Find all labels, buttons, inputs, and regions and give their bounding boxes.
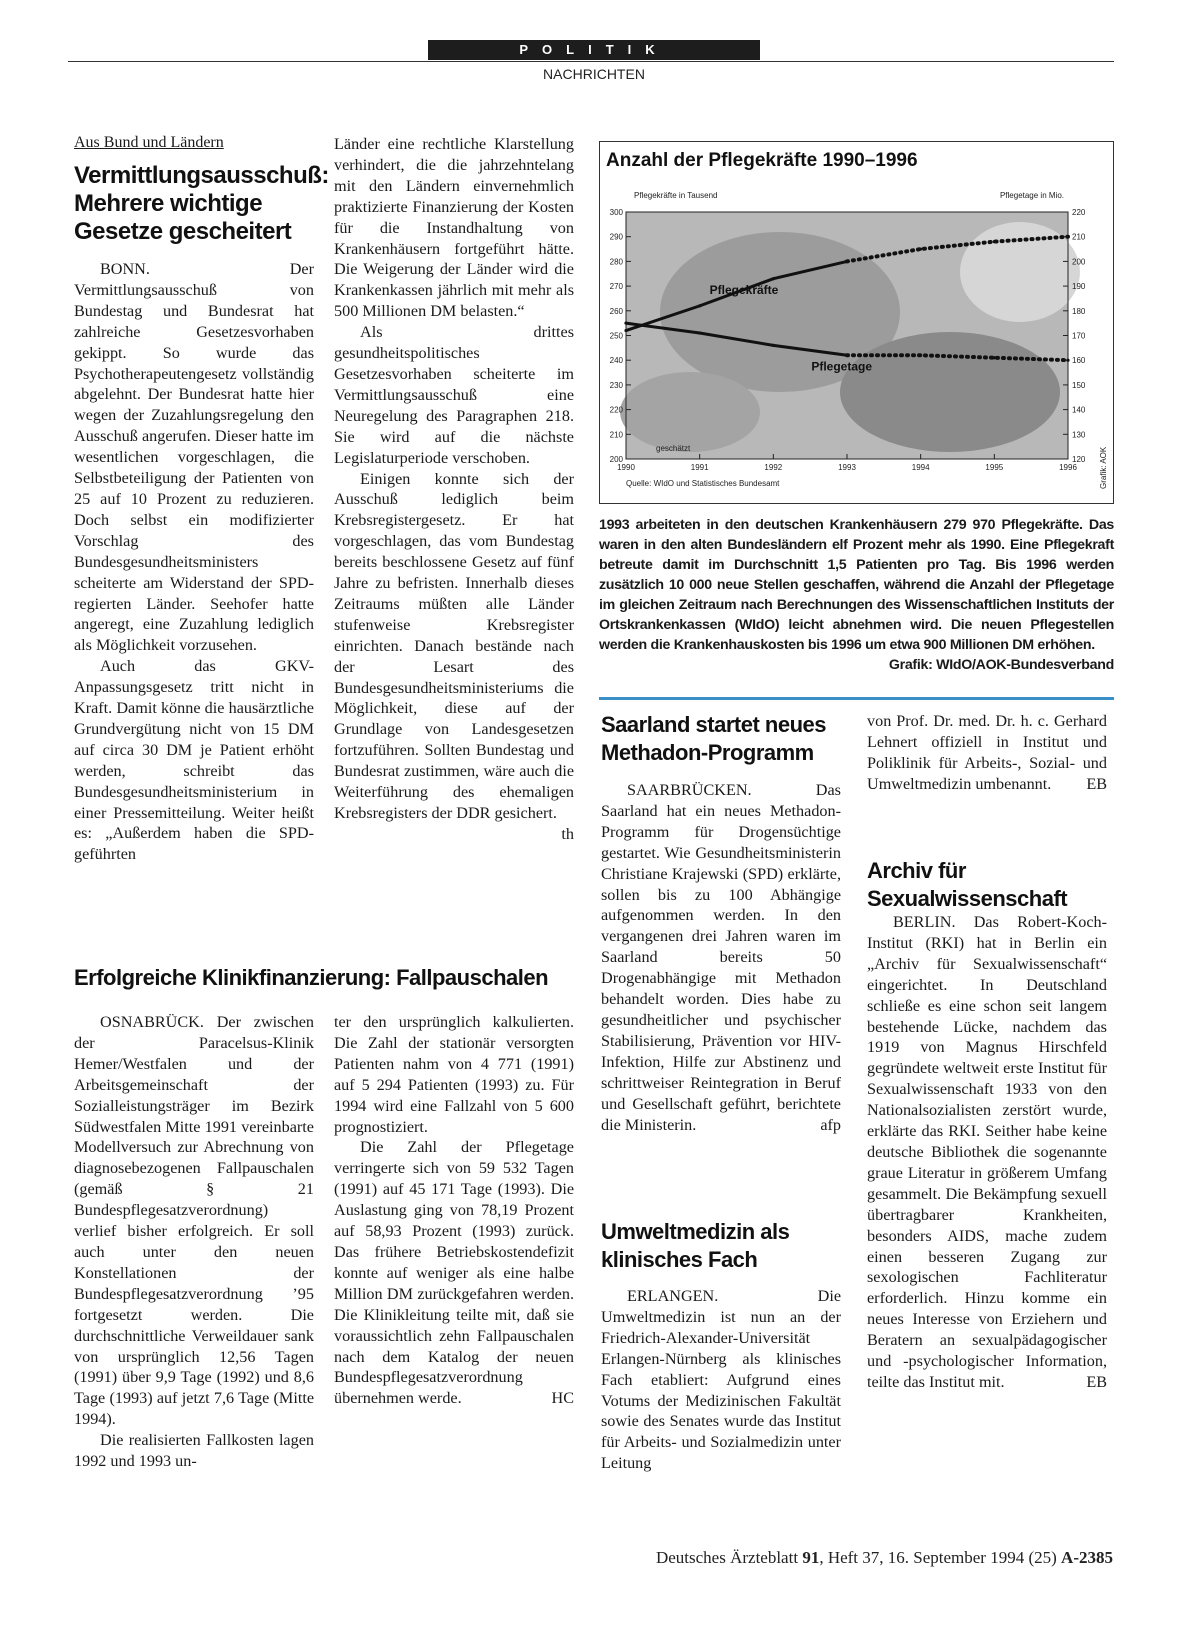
paragraph-text: SAARBRÜCKEN. Das Saarland hat ein neues Methadon-Programm für Drogensüchtige gestartet. Wie Gesundheitsministerin Christiane Krajewski (SPD) erklärte, sollen bis zu 100 Abhängige aufgenommen werden. In den vergangenen drei Jahren waren im Saarland bereits 50 Drogenabhängige mit Methadon behandelt worden. Dies habe zu gesundheitlicher und psychischer Stabilisierung, Prävention vor HIV-Infektion, Hilfe zur Abstinenz und schrittweiser Reintegration in Beruf und Gesellschaft geführt, berichtete die Ministerin. — [601, 781, 841, 1134]
caption-text: 1993 arbeiteten in den deutschen Krankenhäusern 279 970 Pflegekräfte. Das waren in den alten Bundesländern elf Prozent mehr als 1990. Eine Pflegekraft betreute damit im Durchschnitt 1,5 Patienten pro Tag. Bis 1996 werden zusätzlich 10 000 neue Stellen geschaffen, während die Anzahl der Pflegetage im gleichen Zeitraum nach Berechnungen des Wissenschaftlichen Instituts der Ortskrankenkassen (WIdO) leicht abnehmen wird. Die neuen Pflegestellen werden die Krankenhauskosten bis 1996 um etwa 900 Millionen DM erhöhen. — [599, 517, 1114, 653]
chart-source: Quelle: WIdO und Statistisches Bundesamt — [626, 479, 780, 488]
article4-headline: Umweltmedizin als klinisches Fach — [601, 1219, 790, 1272]
article2-column-2 — [334, 1012, 574, 1409]
page-footer — [656, 1548, 1113, 1568]
article4-column-1 — [601, 1286, 841, 1474]
paragraph — [601, 780, 841, 1135]
x-tick-label: 1993 — [838, 463, 856, 472]
left-tick-label: 270 — [609, 282, 623, 292]
chart-frame — [599, 141, 1114, 504]
x-tick-label: 1996 — [1059, 463, 1077, 472]
paragraph-text: BERLIN. Das Robert-Koch-Institut (RKI) hat in Berlin ein „Archiv für Sexualwissenschaft“ eingerichtet. In Deutschland schließe es eine schon seit langem bestehende Lücke, nachdem das 1919 von Magnus Hirschfeld gegründete weltweit erste Institut für Sexualwissenschaft 1933 von den Nationalsozialisten zerstört wurde, erklärte das RKI. Seither habe keine deutsche Bibliothek die sogenannte graue Literatur in größerem Umfang gesammelt. Die Bekämpfung sexuell übertragbarer Krankheiten, besonders AIDS, mache zudem einen besseren Zugang zur sexologischen Fachliteratur erforderlich. Hinzu komme ein neues Interesse von Erziehern und Beratern an sexualpädagogischer und -psychologischer Information, teilte das Institut mit. — [867, 913, 1107, 1391]
paragraph — [334, 469, 574, 843]
section-banner: POLITIK — [428, 40, 760, 60]
left-axis-label: Pflegekräfte in Tausend — [634, 191, 718, 200]
right-tick-label: 220 — [1072, 208, 1086, 217]
left-tick-label: 280 — [609, 257, 623, 267]
photo-shade — [840, 332, 1060, 452]
section-subtitle: NACHRICHTEN — [543, 66, 645, 82]
article2-column-1 — [74, 1012, 314, 1472]
series-label-pflegekraefte: Pflegekräfte — [709, 282, 779, 297]
right-tick-label: 190 — [1072, 282, 1086, 292]
paragraph: Die realisierten Fallkosten lagen 1992 und 1993 un- — [74, 1431, 314, 1471]
data-point-1 — [698, 331, 701, 334]
article1-column-1 — [74, 259, 314, 865]
section-divider — [599, 697, 1114, 700]
author-sign: EB — [1086, 774, 1107, 793]
journal-issue: , Heft 37, 16. September 1994 (25) — [819, 1548, 1057, 1567]
data-point-0 — [919, 247, 922, 250]
chart-caption — [599, 515, 1114, 675]
paragraph: Länder eine rechtliche Klarstellung verhindert, die die jahrzehntelang mit den Ländern einvernehmlich praktizierte Finanzierung der Kosten für die Instandhaltung von Krankenhäusern fortgeführt hätte. Die Weigerung der Länder wird die Krankenkassen jährlich mit mehr als 500 Millionen DM belasten.“ — [334, 135, 574, 321]
x-tick-label: 1995 — [985, 463, 1004, 472]
pflegekraefte-chart — [600, 142, 1115, 505]
page-number: A-2385 — [1061, 1548, 1113, 1567]
data-point-1 — [919, 354, 922, 357]
data-point-0 — [772, 277, 775, 280]
paragraph — [867, 711, 1107, 795]
article2-headline: Erfolgreiche Klinikfinanzierung: Fallpauschalen — [74, 965, 549, 990]
paragraph — [867, 912, 1107, 1393]
article4-column-2 — [867, 711, 1107, 795]
paragraph-text: Einigen konnte sich der Ausschuß lediglich beim Krebsregistergesetz. Er hat vorgeschlagen, das vom Bundestag bereits beschlossene Gesetz auf fünf Jahre zu befristen. Innerhalb dieses Zeitraums müßten alle Länder stufenweise Krebsregister einrichten. Danach bestände nach der Lesart des Bundesgesundheitsministeriums die Möglichkeit, diese auf der Grundlage von Landesgesetzen fortzuführen. Sollten Bundestag und Bundesrat zustimmen, wäre auch die Weiterführung des ehemaligen Krebsregisters der DDR gesichert. — [334, 469, 574, 822]
x-tick-label: 1990 — [617, 463, 635, 472]
article3-column — [601, 780, 841, 1135]
chart-title: Anzahl der Pflegekräfte 1990–1996 — [606, 150, 918, 171]
author-sign: EB — [1086, 1372, 1107, 1391]
series-label-pflegetage: Pflegetage — [811, 359, 873, 374]
header-rule — [68, 61, 1114, 62]
right-tick-label: 170 — [1072, 331, 1086, 341]
author-sign: afp — [820, 1115, 841, 1134]
right-tick-label: 210 — [1072, 232, 1086, 242]
estimate-note: geschätzt — [656, 444, 691, 453]
article5-headline: Archiv für Sexualwissenschaft — [867, 858, 1068, 911]
right-tick-label: 150 — [1072, 380, 1086, 390]
author-sign: th — [561, 824, 574, 843]
photo-shade — [620, 372, 760, 452]
x-tick-label: 1991 — [690, 463, 709, 472]
paragraph: ter den ursprünglich kalkulierten. Die Zahl der stationär versorgten Patienten nahm von 4 771 (1991) auf 5 294 Patienten (1993) zu. Für 1994 wird eine Fallzahl von 5 600 prognostiziert. — [334, 1013, 574, 1136]
right-tick-label: 130 — [1072, 430, 1086, 440]
paragraph: BONN. Der Vermittlungsausschuß von Bundestag und Bundesrat hat zahlreiche Gesetzesvorhaben gekippt. So wurde das Psychotherapeutengesetz vollständig abgelehnt. Der Bundesrat hatte hier wegen der Zuzahlungsregelung den Ausschuß angerufen. Dieser hatte im wesentlichen vorgeschlagen, die Selbstbeteiligung der Patienten von 25 auf 10 Prozent zu reduzieren. Doch selbst ein modifizierter Vorschlag des Bundesgesundheitsministers scheiterte am Widerstand der SPD-regierten Länder. Seehofer hatte angeregt, eine Zuzahlung lediglich als Möglichkeit vorzusehen. — [74, 260, 314, 655]
paragraph-text: von Prof. Dr. med. Dr. h. c. Gerhard Lehnert offiziell in Institut und Poliklinik für Arbeits-, Sozial- und Umweltmedizin umbenannt. — [867, 712, 1107, 793]
article1-headline: Vermittlungsausschuß: Mehrere wichtige Gesetze gescheitert — [74, 162, 329, 245]
paragraph: OSNABRÜCK. Der zwischen der Paracelsus-Klinik Hemer/Westfalen und der Arbeitsgemeinschaft der Sozialleistungsträger im Bezirk Südwestfalen Mitte 1991 vereinbarte Modellversuch zur Abrechnung von diagnosebezogenen Fallpauschalen (gemäß § 21 Bundespflegesatzverordnung) verlief bisher erfolgreich. Er soll auch unter den neuen Konstellationen der Bundespflegesatzverordnung ’95 fortgesetzt werden. Die durchschnittliche Verweildauer sank von ursprünglich 12,56 Tagen (1991) über 9,9 Tage (1992) und 8,6 Tage (1993) auf jetzt 7,6 Tage (Mitte 1994). — [74, 1013, 314, 1429]
right-tick-label: 200 — [1072, 257, 1086, 267]
left-tick-label: 290 — [609, 232, 623, 242]
data-point-1 — [772, 344, 775, 347]
right-tick-label: 160 — [1072, 356, 1086, 366]
data-point-1 — [624, 322, 627, 325]
left-tick-label: 250 — [609, 331, 623, 341]
left-tick-label: 240 — [609, 356, 623, 366]
data-point-1 — [1066, 359, 1069, 362]
paragraph: ERLANGEN. Die Umweltmedizin ist nun an der Friedrich-Alexander-Universität Erlangen-Nürnberg als klinisches Fach etabliert: Aufgrund eines Votums der Medizinischen Fakultät sowie des Senates wurde das Institut für Arbeits- und Sozialmedizin unter Leitung — [601, 1287, 841, 1473]
paragraph: Auch das GKV-Anpassungsgesetz tritt nicht in Kraft. Damit könne die hausärztliche Grundvergütung nicht von 15 DM auf circa 30 DM je Patient erhöht werden, schreibt das Bundesgesundheitsministerium in einer Pressemitteilung. Weiter heißt es: „Außerdem haben die SPD-geführten — [74, 657, 314, 864]
caption-credit: Grafik: WIdO/AOK-Bundesverband — [888, 657, 1114, 673]
left-tick-label: 260 — [609, 306, 623, 316]
data-point-1 — [993, 356, 996, 359]
x-tick-label: 1992 — [764, 463, 783, 472]
data-point-0 — [845, 260, 848, 263]
chart-side-credit: Grafik: AOK — [1099, 446, 1108, 489]
right-tick-label: 120 — [1072, 455, 1086, 464]
article5-column — [867, 912, 1107, 1393]
left-tick-label: 230 — [609, 380, 623, 390]
article1-column-2 — [334, 134, 574, 845]
journal-name: Deutsches Ärzteblatt — [655, 1548, 799, 1567]
article-kicker: Aus Bund und Ländern — [74, 134, 224, 151]
paragraph-text: Die Zahl der Pflegetage verringerte sich von 59 532 Tagen (1991) auf 45 171 Tage (1993). Die Auslastung ging von 78,19 Prozent auf 58,93 Prozent (1993) zurück. Das frühere Betriebskostendefizit konnte auf weniger als eine halbe Million DM zurückgefahren werden. Die Klinikleitung teilte mit, daß sie voraussichtlich zehn Fallpauschalen nach dem Katalog der neuen Bundespflegesatzverordnung übernehmen werde. — [334, 1138, 574, 1408]
left-tick-label: 300 — [609, 208, 623, 217]
data-point-0 — [698, 304, 701, 307]
left-tick-label: 210 — [609, 430, 623, 440]
data-point-0 — [993, 240, 996, 243]
data-point-1 — [845, 354, 848, 357]
paragraph: Als drittes gesundheitspolitisches Gesetzesvorhaben scheiterte im Vermittlungsausschuß eine Neuregelung des Paragraphen 218. Sie wird auf die nächste Legislaturperiode verschoben. — [334, 323, 574, 467]
article3-headline: Saarland startet neues Methadon-Programm — [601, 712, 826, 765]
journal-volume: 91 — [802, 1548, 820, 1567]
paragraph — [334, 1137, 574, 1409]
author-sign: HC — [551, 1389, 574, 1408]
data-point-0 — [1066, 235, 1069, 238]
x-tick-label: 1994 — [911, 463, 930, 472]
data-point-0 — [624, 329, 627, 332]
left-tick-label: 220 — [609, 405, 623, 415]
left-tick-label: 200 — [609, 455, 623, 464]
right-tick-label: 180 — [1072, 306, 1086, 316]
right-tick-label: 140 — [1072, 405, 1086, 415]
right-axis-label: Pflegetage in Mio. — [999, 191, 1064, 200]
